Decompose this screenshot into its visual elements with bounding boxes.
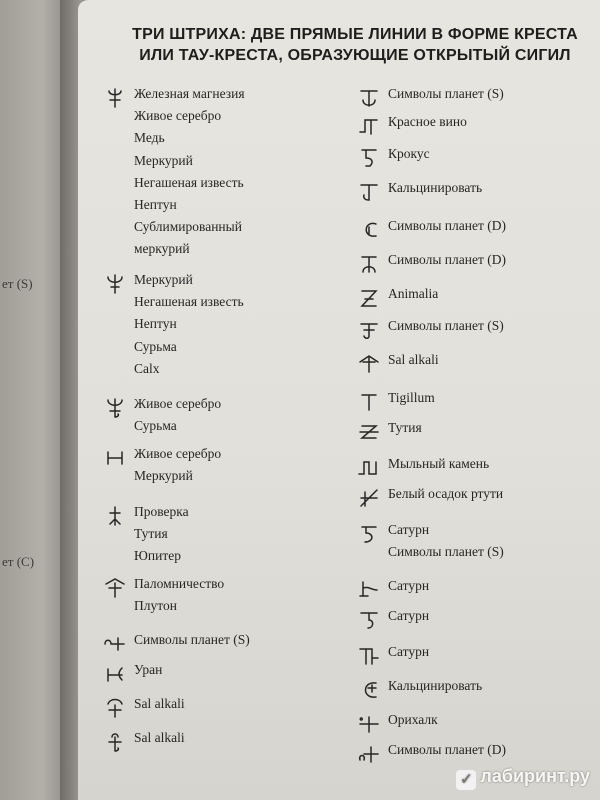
sigil-meaning: Живое серебро [134,108,222,124]
hook-tau-sigil [356,180,382,204]
sigil-meaning: Крокус [388,146,430,161]
step-tau-sigil [356,114,382,138]
looped-cross-sigil [102,730,128,754]
c-cross-sigil [356,678,382,702]
sigil-meaning: Символы планет (S) [388,318,504,333]
sigil-meaning: Сублимированный [134,219,242,235]
sigil-meaning: Белый осадок ртути [388,486,504,501]
curl-plus-sigil [356,742,382,766]
sigil-meaning: Меркурий [134,468,193,484]
sigil-meaning: Animalia [388,286,439,301]
sigil-meaning: Символы планет (S) [388,544,504,560]
sigil-meaning: Нептун [134,316,177,332]
sigil-meaning: Живое серебро [134,396,222,411]
crescent-cross-sigil [356,218,382,242]
sigil-meaning: Кальцинировать [388,678,483,693]
hook-tau-2-sigil [356,608,382,632]
sigil-meaning: Сатурн [388,522,430,537]
bracket-tau-sigil [356,644,382,668]
previous-page-fragment: ет (С) [2,554,35,569]
sigil-meaning: Железная магнезия [134,86,245,101]
sigil-meaning: Sal alkali [134,730,185,745]
fork-cross-sigil [102,86,128,110]
previous-page-fragment: ет (S) [2,276,33,291]
t-sigil [356,390,382,414]
sigil-meaning: Орихалк [388,712,438,727]
sigil-meaning: Красное вино [388,114,467,129]
sigil-meaning: Sal alkali [388,352,439,367]
sigil-meaning: Мыльный камень [388,456,490,471]
sigil-meaning: Символы планет (S) [134,632,250,647]
trident-hook-sigil [102,396,128,420]
heading-line-1: ТРИ ШТРИХА: ДВЕ ПРЯМЫЕ ЛИНИИ В ФОРМЕ КРЕСТА [132,26,578,43]
sigil-meaning: Меркурий [134,152,193,168]
trident-sigil [102,272,128,296]
hooded-cross-sigil [102,696,128,720]
z-stroke-sigil [356,420,382,444]
sigil-meaning: Tigillum [388,390,435,405]
hook-s-sigil [356,146,382,170]
anchor-tau-sigil [356,86,382,110]
heading-line-2: ИЛИ ТАУ-КРЕСТА, ОБРАЗУЮЩИЕ ОТКРЫТЫЙ СИГИЛ [139,47,571,64]
sigil-meaning: Символы планет (D) [388,742,506,757]
sigil-meaning: Негашеная известь [134,294,244,310]
curl-cross-sigil [102,632,128,656]
sigil-meaning: Сурьма [134,338,177,354]
sigil-meaning: Нептун [134,197,177,212]
labyrinth-logo-icon: ✓ [456,770,476,790]
sigil-meaning: Символы планет (D) [388,218,506,233]
sigil-meaning: Кальцинировать [388,180,483,195]
crossed-hooks-sigil [102,662,128,686]
tau-arch-sigil [356,252,382,276]
h-tau-sigil [356,578,382,602]
sigil-meaning: меркурий [134,241,190,257]
sigil-meaning: Тутия [134,526,168,542]
sigil-meaning: Живое серебро [134,446,222,461]
sigil-meaning: Sal alkali [134,696,185,711]
sigil-meaning: Меркурий [134,272,193,287]
dot-cross-sigil [356,712,382,736]
forked-cross-sigil [102,504,128,528]
sigil-meaning: Паломничество [134,576,225,591]
sigil-meaning: Юпитер [134,548,181,564]
wave-tau-sigil [356,456,382,480]
z-cross-sigil [356,286,382,310]
sigil-meaning: Сатурн [388,608,430,623]
sigil-meaning: Символы планет (S) [388,86,504,101]
previous-page-edge [0,0,60,800]
sigil-meaning: Медь [134,130,165,146]
sigil-meaning: Символы планет (D) [388,252,506,267]
sideways-cross-sigil [102,446,128,470]
slash-cross-sigil [356,486,382,510]
sigil-meaning: Сатурн [388,644,430,659]
sigil-meaning: Проверка [134,504,189,519]
watermark-text: лабиринт.ру [480,766,590,786]
watermark [456,766,590,790]
roof-cross-sigil [102,576,128,600]
five-sigil [356,522,382,546]
sigil-meaning: Сатурн [388,578,430,593]
roof-tau-sigil [356,352,382,376]
page-heading [120,24,590,66]
sigil-meaning: Негашеная известь [134,174,244,190]
sigil-meaning: Плутон [134,598,177,614]
sigil-meaning: Тутия [388,420,422,435]
sigil-meaning: Уран [134,662,163,677]
j-tau-sigil [356,318,382,342]
sigil-meaning: Сурьма [134,418,177,434]
sigil-meaning: Calx [134,360,160,376]
book-page [78,0,600,800]
